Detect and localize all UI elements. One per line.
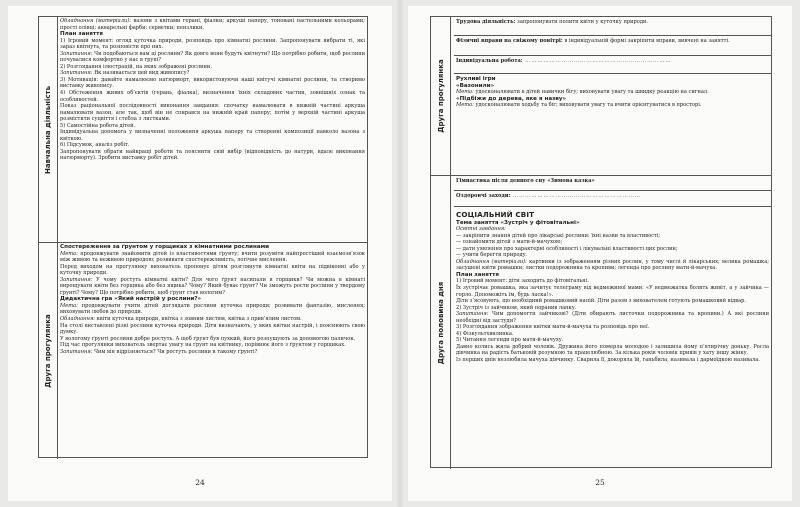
row-content bbox=[454, 17, 771, 175]
italic-label: Обладнання: bbox=[60, 316, 95, 323]
text: картинки із зображенням різних рослин, у тому числі й лікарських; велика ромашка; засушені квіти ромашки; листки подорожника та кропиви; легенда про рослину мати-й-мачуха. bbox=[456, 258, 769, 272]
paragraph bbox=[456, 357, 769, 364]
italic-label: Запитання: bbox=[60, 50, 93, 57]
paragraph bbox=[456, 285, 769, 298]
paragraph bbox=[456, 102, 769, 109]
italic-label: Запитання: bbox=[60, 70, 93, 77]
table-cell bbox=[454, 206, 771, 468]
text: Чим він відрізняється? Чи ростуть рослини в такому ґрунті? bbox=[92, 348, 258, 355]
text: На столі виставлені різні рослини куточка природи. Діти визначають, у яких квітки настрій, і пояснюють свою думку. bbox=[60, 322, 365, 336]
text: Як називається цей вид живопису? bbox=[92, 70, 190, 77]
paragraph bbox=[456, 212, 769, 220]
paragraph bbox=[60, 129, 365, 142]
text: квіти куточка природи, квітка з зовним листям, квітка з прив’ялим листом. bbox=[95, 316, 302, 323]
italic-label: Мета: bbox=[60, 302, 78, 309]
paragraph bbox=[60, 323, 365, 336]
text: Чим допомогти зайчикові? (Діти обирають листочки подорожника та кропиви.) А які рослини необхідні від застуди? bbox=[456, 311, 769, 324]
paragraph bbox=[456, 311, 769, 324]
left-row-walk bbox=[39, 242, 367, 459]
text: удосконалювати в дітей навички бігу; виховувати увагу та швидку реакцію на сигнал. bbox=[473, 89, 709, 96]
bold-label: Гімнастика після денного сну «Зимова казка» bbox=[456, 178, 595, 184]
paragraph bbox=[60, 18, 365, 31]
text: в індивідуальній формі закріпити вправи, вивчені на занятті. bbox=[562, 38, 730, 44]
table-cell bbox=[454, 55, 771, 73]
table-cell bbox=[454, 35, 771, 55]
text: 3) Розглядання зображення квітки мати-й-мачуха та розповідь про неї. bbox=[456, 324, 650, 331]
left-page bbox=[8, 6, 392, 501]
fill-in-line: ……………………………………………………………… bbox=[522, 58, 672, 64]
paragraph bbox=[456, 58, 769, 65]
text: Давно колись жила добрий чоловік. Дружина його померла молодою і залишила йому п’ятирічну доньку. Росла дівчинка на радість батьковій розумною та працелюбною. За кілька років чоловік привів у хату іншу жінку. bbox=[456, 343, 769, 357]
row-label: Навчальна діяльність bbox=[39, 17, 58, 242]
subheading: Дидактична гра «Який настрій у рослини?» bbox=[60, 296, 202, 303]
text: Перед виходом на прогулянку вихователь пропонує дітям розглянути кімнатні квіти на підвіконні або у куточку природи. bbox=[60, 263, 365, 277]
text: Під час прогулянки вихователь звертає увагу на ґрунт на квітнику, порівнює його з ґрунтом у горщиках. bbox=[60, 342, 346, 349]
italic-label: Мета: bbox=[456, 89, 474, 96]
text: Запропонувати обрати найкращі роботи та пояснити свій вибір (відповідність до натури, вдале виконання натюрморту). Зробити виставку робіт дітей. bbox=[60, 148, 365, 162]
bold-label: Трудова діяльність: bbox=[456, 19, 516, 25]
italic-label: Обладнання (матеріали): bbox=[456, 258, 527, 265]
paragraph bbox=[60, 103, 365, 123]
paragraph bbox=[60, 264, 365, 277]
right-row-walk bbox=[431, 17, 771, 175]
text: запропонувати полити квіти у куточку природи. bbox=[515, 19, 648, 25]
subheading: План заняття bbox=[456, 271, 499, 278]
text: У вологому ґрунті рослини добре ростуть. А щоб ґрунт був пухкий, його розпушують за допомогою паличок. bbox=[60, 335, 356, 342]
italic-label: Обладнання (матеріали): bbox=[60, 18, 131, 24]
row-content bbox=[454, 176, 771, 470]
page-number: 24 bbox=[195, 478, 205, 487]
paragraph bbox=[456, 344, 769, 357]
bold-label: Оздоровчі заходи: bbox=[456, 193, 511, 199]
text: Показ раціональної послідовності виконання завдання: спочатку намалювати в нижній частині аркуша намалювати вазон, але так, щоб він не спирався на нижній край паперу; потім у верхній частині аркуша розмістити суцвіття і стебла з листками. bbox=[60, 103, 365, 123]
table-cell bbox=[454, 73, 771, 173]
subheading: Спостереження за ґрунтом у горщиках з кімнатними рослинами bbox=[60, 244, 270, 250]
table-cell bbox=[454, 190, 771, 206]
text: Індивідуальна допомога у визначенні положення аркуша паперу та створенні композиції навколо вазона з квіткою. bbox=[60, 129, 365, 142]
bold-label: Фізичні вправи на свіжому повітрі: bbox=[456, 38, 563, 44]
subheading: «Підбіжи до дерева, яке я назву» bbox=[456, 95, 567, 102]
text: продовжувати знайомити дітей із властивостями ґрунту; вчити розуміти найпростіший взаємозв’язок між живою та неживою природою; розвивати спостережливість, логічне мислення. bbox=[60, 250, 365, 264]
text: 3) Мотивація: давайте намалюємо натюрморт, використовуючи наші квітучі кімнатні рослини, та створимо виставку живопису. bbox=[60, 76, 365, 90]
paragraph bbox=[60, 251, 365, 264]
paragraph bbox=[60, 277, 365, 297]
text: удосконалювати ходьбу та біг; виховувати увагу та вчити орієнтуватися в просторі. bbox=[473, 102, 702, 109]
text: Чи подобаються вам ці рослини? Як довго вони будуть квітнути? Що потрібно робити, щоб рослини почувалися комфортно у нас в групі? bbox=[60, 50, 365, 64]
text: продовжувати учити дітей доглядати рослини куточка природи; розвивати фантазію, мислення; виховувати любов до природи. bbox=[60, 302, 365, 316]
paragraph bbox=[60, 349, 365, 356]
row-label: Друга половина дня bbox=[431, 176, 451, 469]
paragraph bbox=[60, 303, 365, 316]
text: — ознайомити дітей з мати-й-мачухою; bbox=[456, 239, 563, 246]
paragraph bbox=[456, 259, 769, 272]
text: Діти з’ясовують, що необхідний ромашковий напій. Діти разом з вихователем готують ромашковий відвар. bbox=[456, 298, 747, 305]
italic-label: Освітні завдання: bbox=[456, 226, 506, 233]
text: У чому ростуть кімнатні квіти? Для чого ґрунт насипали в горщики? Чи можна в кімнаті вирощувати квіти без горщика або без ящика? Чому? Який буває ґрунт? Чи зможуть рости рослини у твердому ґрунті? Чому? Що потрібно робити, щоб ґрунт став вологим? bbox=[60, 276, 365, 296]
right-lesson-table bbox=[430, 16, 772, 468]
text: — учити берегти природу. bbox=[456, 252, 528, 259]
paragraph bbox=[456, 193, 769, 200]
row-label: Друга прогулянка bbox=[39, 243, 58, 459]
subheading: Рухливі ігри bbox=[456, 76, 496, 82]
row-label: Друга прогулянка bbox=[431, 17, 451, 175]
left-lesson-table bbox=[38, 16, 368, 458]
italic-label: Запитання: bbox=[60, 348, 93, 355]
text: Їх зустрічає ромашка, яка зачитує телеграму від ведмежиної мами: «У ведмежатка болить живіт, а у зайчика — горло. Допоможіть їм, будь ласка!». bbox=[456, 285, 769, 298]
text: 5) Самостійна робота дітей. bbox=[60, 122, 136, 129]
section-heading: СОЦІАЛЬНИЙ СВІТ bbox=[456, 210, 535, 219]
italic-label: Запитання: bbox=[456, 311, 489, 318]
italic-label: Мета: bbox=[60, 250, 78, 257]
text: 6) Підсумок, аналіз робіт. bbox=[60, 142, 130, 149]
paragraph bbox=[60, 51, 365, 64]
right-page bbox=[408, 6, 792, 501]
right-row-afternoon bbox=[431, 175, 771, 469]
subheading: План заняття bbox=[60, 31, 103, 38]
text: 4) Обстеження живих об’єктів (герань, фіалка), визначення їхніх складових частин, зовнішніх ознак та особливостей. bbox=[60, 90, 365, 103]
paragraph bbox=[456, 19, 769, 26]
book-gutter bbox=[396, 0, 404, 507]
text: 4) Фізкультхвилинка. bbox=[456, 330, 514, 337]
paragraph bbox=[456, 38, 769, 45]
paragraph bbox=[60, 77, 365, 90]
text: вазони з квітами герані, фіалки; аркуші паперу, тоновані пастельними кольорами; прості олівці; акварельні фарби; серветки; пензлики. bbox=[60, 18, 365, 31]
italic-label: Мета: bbox=[456, 102, 474, 109]
text: 1) Ігровий момент: огляд куточка природи, розповідь про кімнатні рослини. Запропонувати вибрати ті, які зараз квітнуть, та розповісти про них. bbox=[60, 37, 365, 51]
text: — закріпити знання дітей про лікарські рослини: їхні назви та властивості; bbox=[456, 232, 661, 239]
table-cell bbox=[454, 17, 771, 35]
paragraph bbox=[60, 149, 365, 162]
text: Із перших днів незлюбила мачуха дівчинку. Сварила її, докоряла їй, ганьбила, називала і дармоїдкою називала. bbox=[456, 357, 761, 364]
text: — дати уявлення про характерні особливості і лікувальні властивості цих рослин; bbox=[456, 245, 678, 252]
text: 2) Розглядання ілюстрацій, на яких зображені рослини. bbox=[60, 63, 212, 70]
paragraph bbox=[60, 38, 365, 51]
text: 2) Зустріч із зайчиком, який поранив лапку. bbox=[456, 304, 577, 311]
italic-label: Запитання: bbox=[60, 276, 93, 283]
paragraph bbox=[60, 90, 365, 103]
paragraph bbox=[456, 178, 769, 185]
fill-in-line: ……………………………………………………… bbox=[510, 193, 642, 199]
row-content bbox=[60, 244, 365, 458]
text: 1) Ігровий момент: діти заходять до фітовітальні. bbox=[456, 278, 589, 285]
subheading: «Вазонили» bbox=[456, 82, 495, 89]
row-content bbox=[60, 18, 365, 240]
table-cell bbox=[454, 176, 771, 190]
subheading: Тема заняття «Зустріч у фітовітальні» bbox=[456, 219, 580, 226]
page-number: 25 bbox=[595, 478, 605, 487]
bold-label: Індивідуальна робота: bbox=[456, 58, 523, 64]
text: 5) Читання легенди про мати-й-мачуху. bbox=[456, 337, 564, 344]
left-row-activity bbox=[39, 17, 367, 242]
